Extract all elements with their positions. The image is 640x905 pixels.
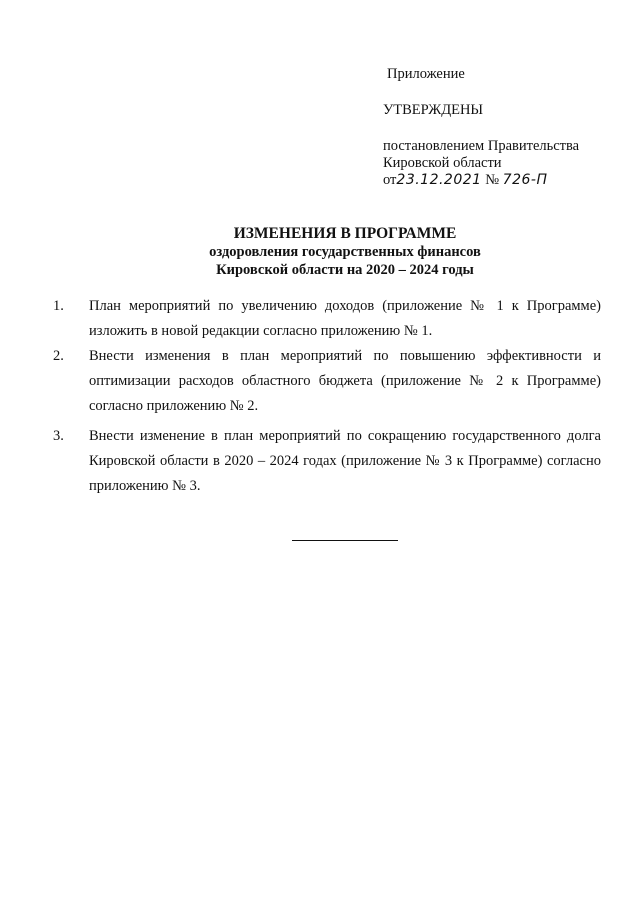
approved-label: УТВЕРЖДЕНЫ <box>383 102 484 118</box>
list-item <box>53 424 601 499</box>
list-item-paragraph: 3. Внести изменение в план мероприятий по сокращению государственного долга Кировской области в 2020 – 2024 годах (приложение № 3 к Программе) согласно приложению № 3. <box>53 428 601 494</box>
decree-line: постановлением Правительства <box>383 138 580 154</box>
document-title: ИЗМЕНЕНИЯ В ПРОГРАММЕ <box>233 225 457 242</box>
list-item-paragraph: 1. План мероприятий по увеличению доходов (приложение № 1 к Программе) изложить в новой редакции согласно приложению № 1. <box>53 298 601 339</box>
handwritten-number: 726-П <box>502 172 548 188</box>
appendix-label: Приложение <box>387 66 465 82</box>
number-prefix: № <box>485 172 500 188</box>
document-subtitle-line2: Кировской области на 2020 – 2024 годы <box>216 262 474 278</box>
list-item-paragraph: 2. Внести изменения в план мероприятий по повышению эффективности и оптимизации расходов областного бюджета (приложение № 2 к Программе) согласно приложению № 2. <box>53 348 601 414</box>
document-header <box>0 225 640 279</box>
date-prefix: от <box>383 172 397 188</box>
list-item <box>53 344 601 419</box>
list-item-text: План мероприятий по увеличению доходов (приложение № 1 к Программе) изложить в новой редакции согласно приложению № 1. <box>89 298 601 339</box>
list-item-text: Внести изменения в план мероприятий по повышению эффективности и оптимизации расходов областного бюджета (приложение № 2 к Программе) согласно приложению № 2. <box>89 348 601 414</box>
date-number-line <box>383 172 547 189</box>
region-line: Кировской области <box>383 155 502 171</box>
list-item-text: Внести изменение в план мероприятий по сокращению государственного долга Кировской области в 2020 – 2024 годах (приложение № 3 к Программе) согласно приложению № 3. <box>89 428 601 494</box>
document-subtitle-line1: оздоровления государственных финансов <box>209 244 481 260</box>
closing-divider <box>292 540 398 541</box>
list-item <box>53 294 601 344</box>
handwritten-date: 23.12.2021 <box>396 172 482 188</box>
